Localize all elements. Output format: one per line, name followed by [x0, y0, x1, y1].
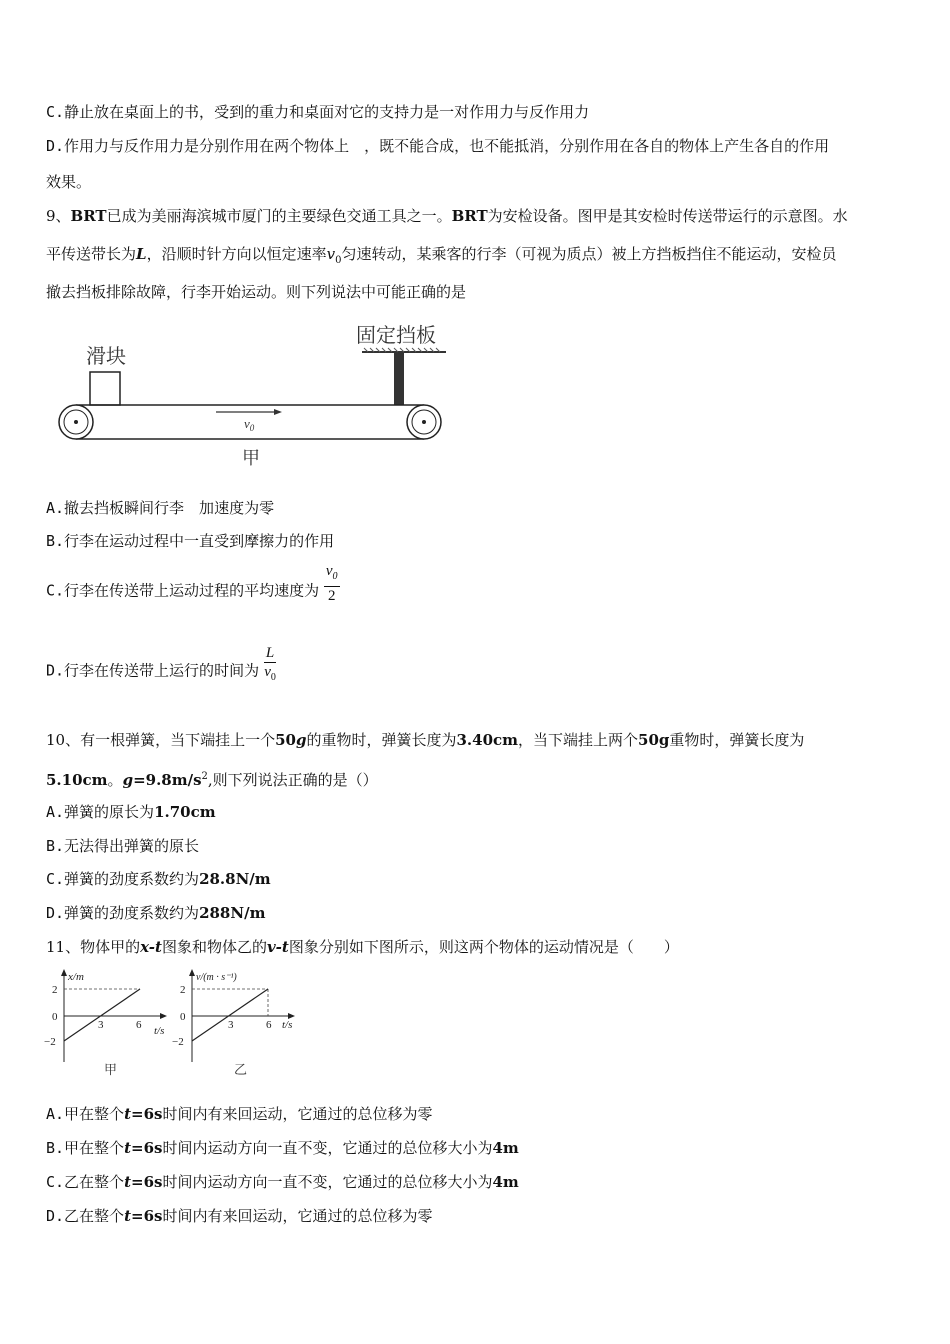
xt-graph — [44, 966, 174, 1081]
slider-label: 滑块 — [86, 346, 126, 368]
conveyor-belt-figure — [56, 318, 466, 473]
vt-tick-x-3: 3 — [228, 1019, 234, 1031]
vt-caption: 乙 — [234, 1062, 248, 1077]
xt-ylabel: x/m — [68, 971, 84, 983]
q10-option-d: D.弹簧的劲度系数约为288N/m — [46, 904, 266, 922]
xt-tick-y-2: 2 — [52, 984, 58, 996]
velocity-label: $v_0$ — [244, 416, 255, 433]
vt-tick-y-neg2: −2 — [172, 1036, 184, 1048]
q10-option-c: C.弹簧的劲度系数约为28.8N/m — [46, 870, 271, 888]
vt-tick-x-6: 6 — [266, 1019, 272, 1031]
vt-graph — [172, 966, 312, 1081]
vt-xlabel: t/s — [282, 1019, 293, 1031]
q11-option-b: B.甲在整个t=6s时间内运动方向一直不变，它通过的总位移大小为4m — [46, 1139, 519, 1157]
baffle-label: 固定挡板 — [356, 325, 436, 347]
fraction-v0-over-2: $\frac{v_0}{2}$ — [325, 563, 338, 604]
figure-caption: 甲 — [242, 448, 260, 468]
q11-option-d: D.乙在整个t=6s时间内有来回运动，它通过的总位移为零 — [46, 1207, 433, 1225]
xt-tick-y-neg2: −2 — [44, 1036, 56, 1048]
xt-tick-y-0: 0 — [52, 1011, 58, 1023]
vt-ylabel: v/(m · s⁻¹) — [196, 972, 237, 983]
q10-option-a: A.弹簧的原长为1.70cm — [46, 803, 216, 821]
q10-stem-line1: 10、有一根弹簧，当下端挂上一个50g的重物时，弹簧长度为3.40cm，当下端挂上两个50g重物时，弹簧长度为 — [46, 731, 805, 749]
q8-option-d: D.作用力与反作用力是分别作用在两个物体上 ，既不能合成，也不能抵消，分别作用在各自的物体上产生各自的作用 — [46, 137, 830, 155]
q11-option-c: C.乙在整个t=6s时间内运动方向一直不变，它通过的总位移大小为4m — [46, 1173, 519, 1191]
q9-stem-line3: 撤去挡板排除故障，行李开始运动。则下列说法中可能正确的是 — [46, 283, 467, 301]
q9-option-a: A.撤去挡板瞬间行李 加速度为零 — [46, 499, 275, 517]
fraction-L-over-v0: $\frac{L}{v_0}$ — [264, 645, 276, 683]
q11-option-a: A.甲在整个t=6s时间内有来回运动，它通过的总位移为零 — [46, 1105, 433, 1123]
q10-option-b: B.无法得出弹簧的原长 — [46, 837, 200, 855]
q8-option-c: C.静止放在桌面上的书，受到的重力和桌面对它的支持力是一对作用力与反作用力 — [46, 103, 590, 121]
xt-caption: 甲 — [104, 1062, 118, 1077]
q9-option-b: B.行李在运动过程中一直受到摩擦力的作用 — [46, 532, 335, 550]
fixed-baffle — [394, 353, 404, 405]
xt-tick-x-3: 3 — [98, 1019, 104, 1031]
vt-tick-y-0: 0 — [180, 1011, 186, 1023]
vt-tick-y-2: 2 — [180, 984, 186, 996]
xt-xlabel: t/s — [154, 1025, 165, 1037]
q11-stem: 11、物体甲的x-t图象和物体乙的v-t图象分别如下图所示，则这两个物体的运动情况是（ ） — [46, 938, 679, 956]
slider-block — [90, 372, 120, 405]
q9-stem-line1: 9、BRT已成为美丽海滨城市厦门的主要绿色交通工具之一。BRT为安检设备。图甲是其安检时传送带运行的示意图。水 — [46, 207, 848, 225]
q10-stem-line2: 5.10cm。$g=9.8m/s^2$,则下列说法正确的是（） — [46, 771, 378, 789]
xt-tick-x-6: 6 — [136, 1019, 142, 1031]
q9-stem-line2: 平传送带长为L，沿顺时针方向以恒定速率$v_0$匀速转动，某乘客的行李（可视为质点）被上方挡板挡住不能运动，安检员 — [46, 245, 837, 266]
q9-option-d: D.行李在传送带上运行的时间为 $\frac{L}{v_0}$ — [46, 650, 276, 693]
q8-option-d-cont: 效果。 — [46, 173, 92, 191]
q9-option-c: C.行李在传送带上运动过程的平均速度为 $\frac{v_0}{2}$ — [46, 563, 338, 604]
